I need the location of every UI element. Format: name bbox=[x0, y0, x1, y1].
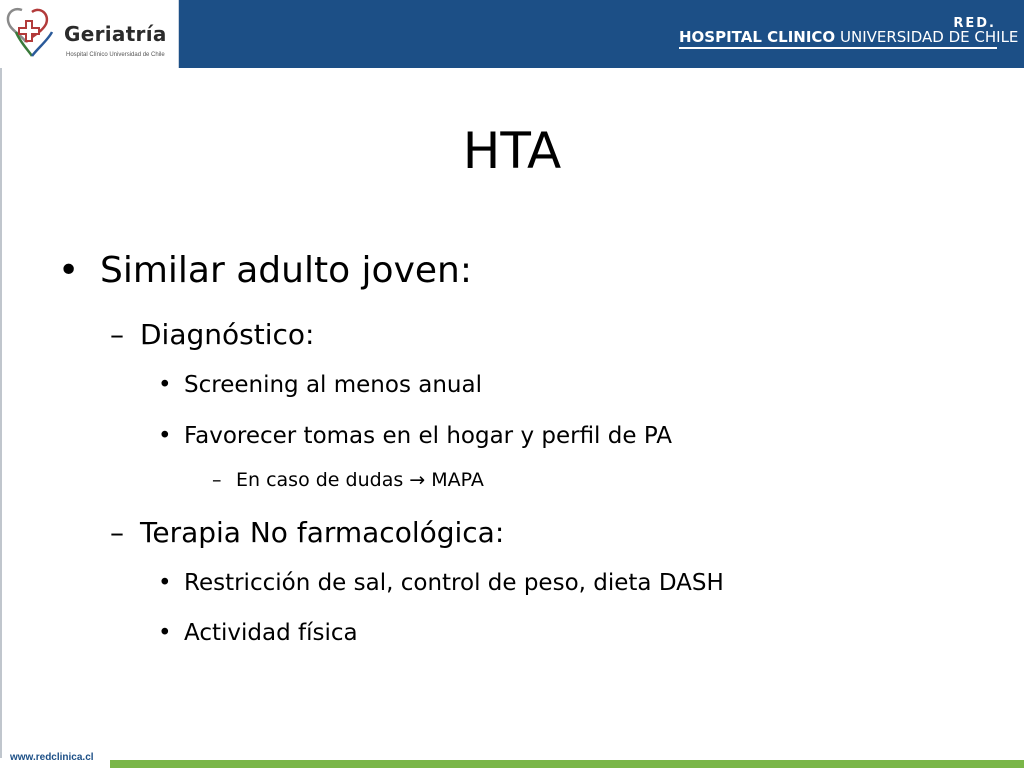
logo-subtitle: Hospital Clínico Universidad de Chile bbox=[66, 52, 165, 58]
bullet-similar-adulto-joven: Similar adulto joven: bbox=[100, 250, 472, 291]
dash-marker: – bbox=[110, 318, 124, 351]
bullet-marker: • bbox=[158, 423, 172, 449]
red-mark: RED. bbox=[953, 16, 996, 31]
bullet-restriccion-sal: Restricción de sal, control de peso, dieta DASH bbox=[184, 570, 724, 596]
bullet-marker: • bbox=[58, 250, 80, 291]
hospital-underline bbox=[679, 47, 997, 49]
bullet-marker: • bbox=[158, 570, 172, 596]
logo-title: Geriatría bbox=[64, 22, 167, 46]
header-bar bbox=[179, 0, 1024, 68]
dash-marker: – bbox=[212, 469, 222, 491]
header bbox=[0, 0, 1024, 68]
bullet-marker: • bbox=[158, 372, 172, 398]
footer-line bbox=[110, 760, 1024, 768]
dash-marker: – bbox=[110, 516, 124, 549]
geriatria-logo bbox=[0, 0, 179, 68]
bullet-favorecer-tomas: Favorecer tomas en el hogar y perfil de PA bbox=[184, 423, 672, 449]
bullet-en-caso-de-dudas: En caso de dudas → MAPA bbox=[236, 469, 484, 491]
bullet-diagnostico: Diagnóstico: bbox=[140, 318, 315, 351]
bullet-terapia-no-farmacologica: Terapia No farmacológica: bbox=[140, 516, 505, 549]
slide-title: HTA bbox=[462, 122, 562, 180]
hospital-name-normal: UNIVERSIDAD DE CHILE bbox=[840, 28, 1019, 46]
heart-cross-logo-icon bbox=[2, 2, 64, 62]
bullet-screening: Screening al menos anual bbox=[184, 372, 482, 398]
bullet-actividad-fisica: Actividad física bbox=[184, 620, 358, 646]
bullet-level1 bbox=[58, 250, 79, 291]
bullet-marker: • bbox=[158, 620, 172, 646]
footer-url: www.redclinica.cl bbox=[10, 752, 94, 763]
hospital-name-bold: HOSPITAL CLINICO bbox=[679, 28, 836, 46]
